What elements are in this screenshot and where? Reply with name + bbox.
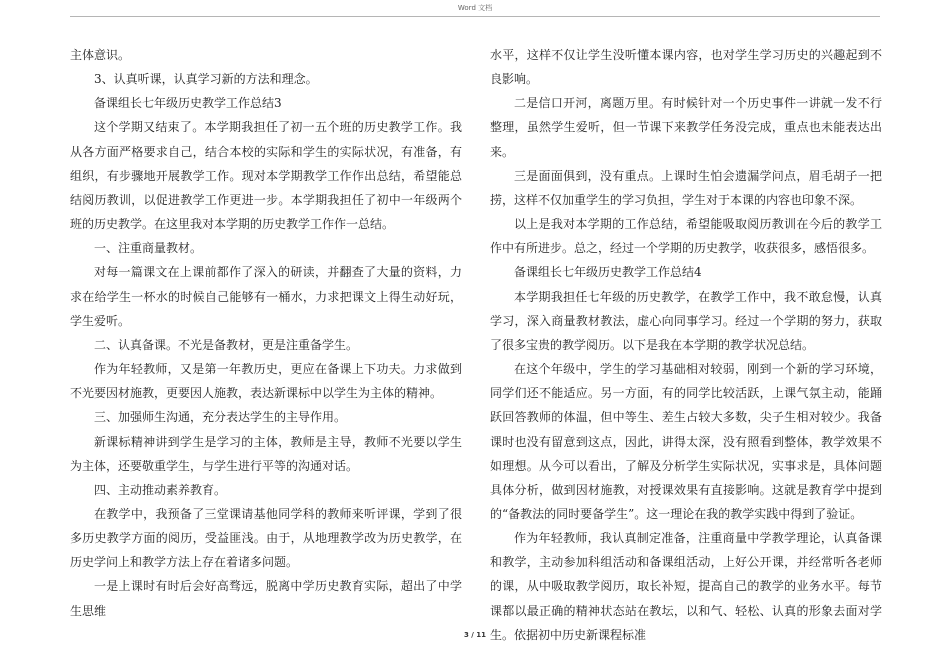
header-divider: [70, 16, 880, 17]
paragraph: 本学期我担任七年级的历史教学，在教学工作中，我不敢怠慢，认真学习，深入商量教材教法，虚心向同事学习。经过一个学期的努力，获取了很多宝贵的教学阅历。以下是我在本学期的教学状况总结。: [490, 289, 882, 352]
paragraph: 在这个年级中，学生的学习基础相对较弱，刚到一个新的学习环境，同学们还不能适应。另一方面，有的同学比较活跃，上课气氛主动，能踊跃回答教师的体温，但中等生、差生占较大多数，尖子生相对较少。我备课时也没有留意到这点，因此，讲得太深，没有照看到整体，教学效果不如理想。从今可以看出，了解及分析学生实际状况，实事求是，具体问题具体分析，做到因材施教，对授课效果有直接影响。这就是教育学中提到的“备教法的同时要备学生”。这一理论在我的教学实践中得到了验证。: [490, 362, 882, 521]
paragraph: 二是信口开河，离题万里。有时候针对一个历史事件一讲就一发不行整理，虽然学生爱听，但一节课下来教学任务没完成，重点也未能表达出来。: [490, 96, 882, 159]
left-column: [70, 43, 462, 623]
paragraph: 三、加强师生沟通，充分表达学生的主导作用。: [94, 410, 347, 425]
paragraph: 作为年轻教师，我认真制定准备，注重商量中学教学理论，认真备课和教学，主动参加科组活动和备课组活动，上好公开课，并经常听各老师的课，从中吸取教学阅历，取长补短，提高自己的教学的业务水平。每节课都以最正确的精神状态站在教坛，以和气、轻松、认真的形象去面对学生。依据初中历史新课程标准: [490, 531, 882, 642]
paragraph: 一、注重商量教材。: [94, 241, 203, 256]
paragraph: 四、主动推动素养教育。: [94, 482, 227, 497]
paragraph: 作为年轻教师，又是第一年教历史，更应在备课上下功夫。力求做到不光要因材施教，更要因人施教，表达新课标中以学生为主体的精神。: [70, 362, 462, 401]
paragraph: 一是上课时有时后会好高骛远，脱离中学历史教育实际，超出了中学生思维: [70, 579, 462, 618]
page-number: 3 / 11: [463, 631, 487, 639]
paragraph: 备课组长七年级历史教学工作总结4: [514, 265, 702, 280]
paragraph: 对每一篇课文在上课前都作了深入的研读，并翻查了大量的资料，力求在给学生一杯水的时候自己能够有一桶水，力求把课文上得生动好玩，学生爱听。: [70, 265, 462, 328]
paragraph: 在教学中，我预备了三堂课请基他同学科的教师来听评课，学到了很多历史教学方面的阅历，受益匪浅。由于，从地理教学改为历史教学，在历史学问上和教学方法上存在着诸多问题。: [70, 506, 462, 570]
paragraph: 新课标精神讲到学生是学习的主体，教师是主导，教师不光要以学生为主体，还要敬重学生，与学生进行平等的沟通对话。: [70, 434, 462, 473]
paragraph: 水平，这样不仅让学生没听懂本课内容，也对学生学习历史的兴趣起到不良影响。: [490, 48, 882, 87]
paragraph: 二、认真备课。不光是备教材，更是注重备学生。: [94, 337, 359, 352]
paragraph: 主体意识。: [70, 48, 131, 62]
paragraph: 这个学期又结束了。本学期我担任了初一五个班的历史教学工作。我从各方面严格要求自己，结合本校的实际和学生的实际状况，有准备，有组织，有步骤地开展教学工作。现对本学期教学工作作出总结，希望能总结阅历教训，以促进教学工作更进一步。本学期我担任了初中一年级两个班的历史教学。在这里我对本学期的历史教学工作作一总结。: [70, 120, 462, 232]
paragraph: 以上是我对本学期的工作总结，希望能吸取阅历教训在今后的教学工作中有所进步。总之，经过一个学期的历史教学，收获很多，感悟很多。: [490, 217, 882, 256]
right-column: [490, 43, 882, 647]
paragraph: 三是面面俱到，没有重点。上课时生怕会遗漏学问点，眉毛胡子一把捞，这样不仅加重学生的学习负担，学生对于本课的内容也印象不深。: [490, 168, 882, 207]
document-header: Word 文档: [457, 4, 493, 12]
paragraph: 3、认真听课，认真学习新的方法和理念。: [94, 72, 318, 87]
paragraph: 备课组长七年级历史教学工作总结3: [94, 96, 282, 111]
